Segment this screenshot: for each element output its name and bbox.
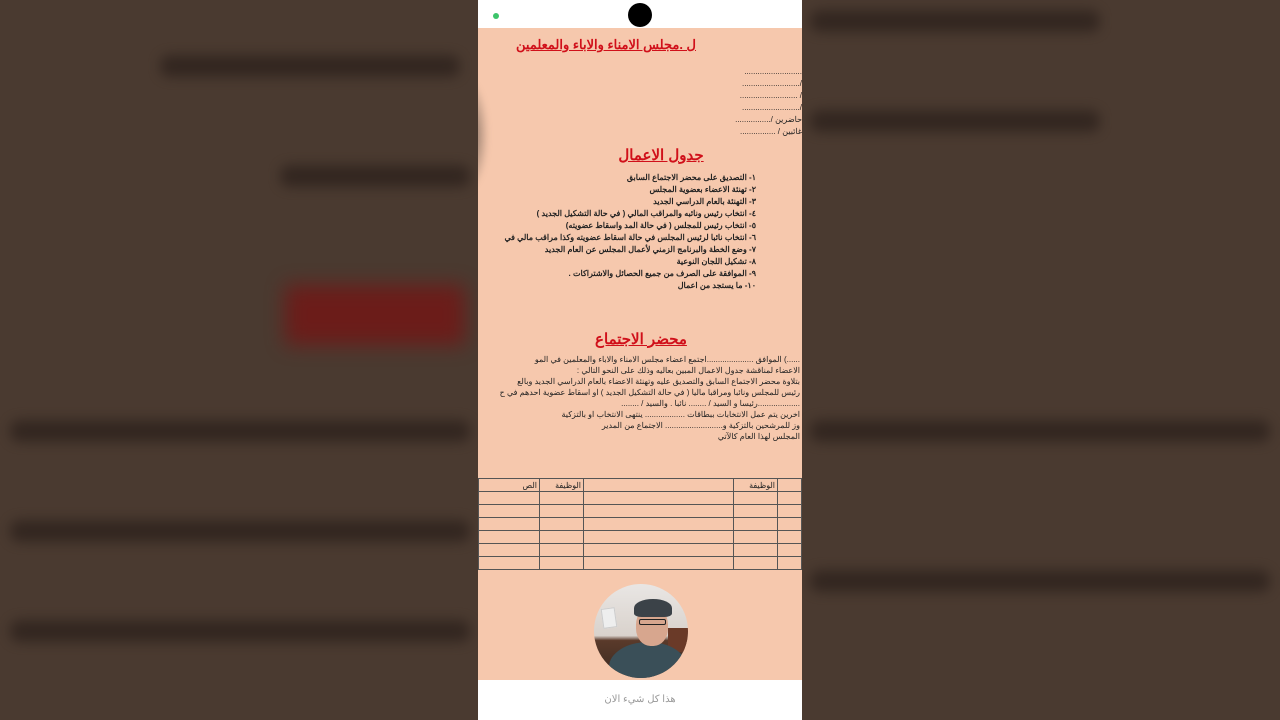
- agenda-item: ٧- وضع الخطة والبرنامج الزمني لأعمال المجلس عن العام الجديد: [544, 245, 756, 254]
- agenda-item: ٥- انتخاب رئيس للمجلس ( في حالة المد واسقاط عضويته): [565, 221, 756, 230]
- bg-blur-band: [10, 520, 470, 542]
- info-line: /..........................: [741, 103, 802, 112]
- agenda-item: ١٠- ما يستجد من اعمال: [677, 281, 756, 290]
- minutes-line: ...................رئيسا و السيد / ........ نائبا . والسيد / ........: [621, 399, 800, 408]
- document-title: ل .مجلس الامناء والاباء والمعلمين: [516, 37, 696, 52]
- wall-picture: [601, 607, 618, 629]
- minutes-section: [482, 330, 800, 442]
- minutes-heading: محضر الاجتماع: [595, 331, 687, 348]
- info-line: ..........................: [744, 67, 802, 76]
- agenda-item: ٢- تهنئة الاعضاء بعضوية المجلس: [649, 185, 756, 194]
- minutes-line: بتلاوة محضر الاجتماع السابق والتصديق عليه وتهنئة الاعضاء بالعام الدراسي الجديد وبالع: [517, 377, 800, 386]
- agenda-item: ٩- الموافقة على الصرف من جميع الحصائل والاشتراكات .: [568, 269, 756, 278]
- members-table: [478, 478, 802, 570]
- agenda-item: ٨- تشكيل اللجان النوعية: [676, 257, 756, 266]
- minutes-line: اخرين يتم عمل الانتخابات ببطاقات .................. ينتهى الانتخاب او بالتزكية: [561, 410, 800, 419]
- bg-blur-band: [810, 10, 1100, 32]
- table-header: الوظيفة: [734, 479, 778, 492]
- bg-blur-band: [810, 110, 1100, 132]
- minutes-line: المجلس لهذا العام كالآتي: [717, 432, 800, 441]
- caption: هذا كل شيء الان: [604, 694, 676, 705]
- agenda-item: ٤- انتخاب رئيس ونائبه والمراقب المالي ( في حالة التشكيل الجديد ): [536, 209, 756, 218]
- bg-blur-heading: [285, 285, 465, 345]
- agenda-item: ١- التصديق على محضر الاجتماع السابق: [626, 173, 756, 182]
- webcam-overlay: [594, 584, 688, 678]
- status-bar: [478, 0, 802, 28]
- bottom-bar: [478, 680, 802, 720]
- bg-blur-band: [160, 55, 460, 77]
- bg-blur-band: [10, 420, 470, 442]
- camera-cutout: [628, 3, 652, 27]
- presenter-glasses: [639, 619, 666, 625]
- agenda-heading: جدول الاعمال: [618, 147, 704, 164]
- info-line: / ..........................: [739, 91, 802, 100]
- bg-blur-band: [280, 165, 470, 187]
- agenda-section: [482, 146, 800, 292]
- bg-blur-band: [10, 620, 470, 642]
- bg-blur-band: [810, 570, 1270, 592]
- minutes-line: وز للمرشحين بالتزكية و.......................... الاجتماع من المدير: [601, 421, 800, 430]
- recording-dot-icon: [493, 13, 499, 19]
- video-panel[interactable]: [478, 0, 802, 720]
- info-line: حاضرين /................: [735, 115, 802, 124]
- table-header: الوظيفة: [540, 479, 584, 492]
- presenter-cap: [634, 599, 672, 617]
- info-lines: [735, 66, 802, 138]
- info-line: غائبين / ................: [740, 127, 802, 136]
- table-header: الص: [479, 479, 540, 492]
- agenda-item: ٣- التهنئة بالعام الدراسي الجديد: [653, 197, 756, 206]
- info-line: /..........................: [741, 79, 802, 88]
- minutes-line: رئيس للمجلس ونائبا ومراقبا ماليا ( في حالة التشكيل الجديد ) او اسقاط عضوية احدهم في ح: [499, 388, 800, 397]
- minutes-line: ......) الموافق .....................اجتمع اعضاء مجلس الامناء والاباء والمعلمين في المو: [534, 355, 800, 364]
- minutes-line: الاعضاء لمناقشة جدول الاعمال المبين بعاليه وذلك على النحو التالي :: [576, 366, 800, 375]
- agenda-item: ٦- انتخاب نائبا لرئيس المجلس في حالة اسقاط عضويته وكذا مراقب مالي في: [504, 233, 756, 242]
- bg-blur-band: [810, 420, 1270, 442]
